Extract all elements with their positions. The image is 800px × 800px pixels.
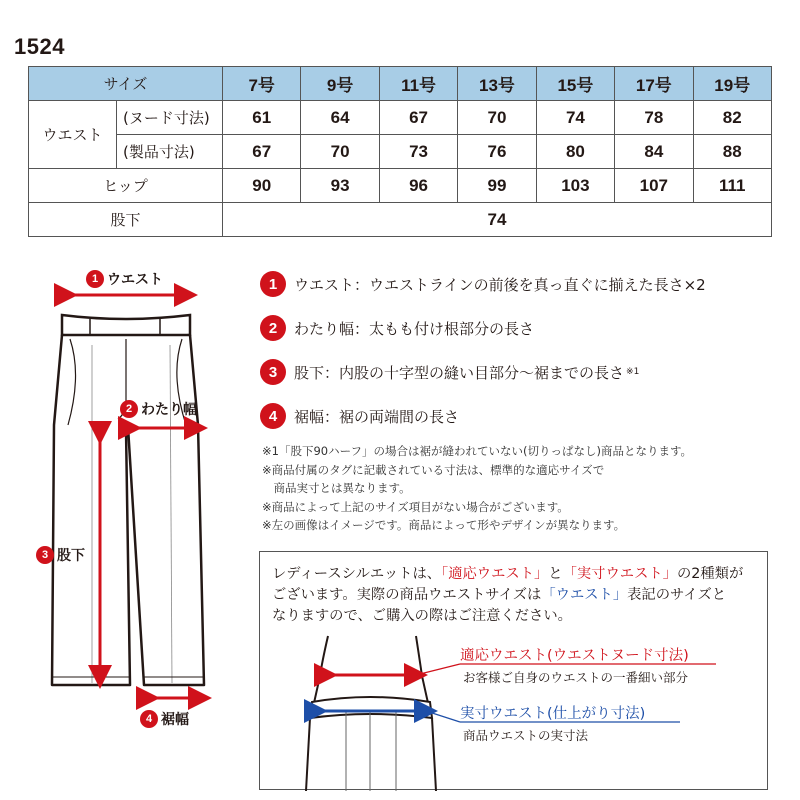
waist-info-box	[259, 551, 768, 790]
actual-waist-label: 実寸ウエスト(仕上がり寸法)	[460, 706, 646, 722]
table-row-waist-product	[29, 135, 772, 169]
note-line: ※商品によって上記のサイズ項目がない場合がございます。	[262, 499, 569, 514]
number-badge: 3	[260, 359, 286, 385]
fit-waist-label: 適応ウエスト(ウエストヌード寸法)	[460, 648, 689, 664]
note-line: ※商品付属のタグに記載されている寸法は、標準的な適応サイズで	[262, 462, 605, 477]
number-badge: 3	[36, 546, 54, 564]
table-cell: 107	[615, 169, 693, 203]
number-badge: 1	[260, 271, 286, 297]
size-col: 9号	[301, 67, 379, 101]
table-cell: 61	[223, 101, 301, 135]
size-col: 17号	[615, 67, 693, 101]
inseam-value: 74	[223, 203, 772, 237]
table-cell: 74	[536, 101, 614, 135]
note-line: 商品実寸とは異なります。	[262, 481, 411, 496]
table-cell: 82	[693, 101, 771, 135]
size-col: 13号	[458, 67, 536, 101]
actual-waist-desc: 商品ウエストの実寸法	[463, 728, 589, 743]
table-row-inseam	[29, 203, 772, 237]
measurement-list	[260, 262, 780, 438]
note-line: ※左の画像はイメージです。商品によって形やデザインが異なります。	[262, 518, 626, 533]
model-number: 1524	[14, 34, 65, 59]
footnote-mark: ※1	[626, 367, 640, 377]
table-cell: 78	[615, 101, 693, 135]
diagram-label-waist: 1 ウエスト	[86, 269, 163, 289]
number-badge: 2	[120, 400, 138, 418]
table-cell: 90	[223, 169, 301, 203]
diagram-label-hem: 4 裾幅	[140, 709, 189, 729]
number-badge: 4	[140, 710, 158, 728]
table-row-waist-nude	[29, 101, 772, 135]
list-item: 4 裾幅 ：裾の両端間の長さ	[260, 394, 780, 438]
diagram-label-inseam: 3 股下	[36, 545, 85, 565]
notes	[262, 442, 782, 535]
size-col: 11号	[379, 67, 457, 101]
size-col: 15号	[536, 67, 614, 101]
number-badge: 4	[260, 403, 286, 429]
size-col: 19号	[693, 67, 771, 101]
table-cell: 111	[693, 169, 771, 203]
table-cell: 67	[223, 135, 301, 169]
fit-waist-desc: お客様ご自身のウエストの一番細い部分	[463, 670, 689, 685]
table-cell: 64	[301, 101, 379, 135]
diagram-label-thigh: 2 わたり幅	[120, 399, 197, 419]
list-item: 1 ウエスト ：ウエストラインの前後を真っ直ぐに揃えた長さ×2	[260, 262, 780, 306]
list-item: 3 股下 ：内股の十字型の縫い目部分～裾までの長さ ※1	[260, 350, 780, 394]
table-cell: 96	[379, 169, 457, 203]
inseam-label: 股下	[29, 203, 223, 237]
nude-label: (ヌード寸法)	[117, 101, 223, 135]
list-item: 2 わたり幅 ：太もも付け根部分の長さ	[260, 306, 780, 350]
size-header-label: サイズ	[29, 67, 223, 101]
table-cell: 88	[693, 135, 771, 169]
waist-label: ウエスト	[29, 101, 117, 169]
pants-diagram	[0, 255, 250, 800]
table-cell: 70	[301, 135, 379, 169]
table-cell: 93	[301, 169, 379, 203]
number-badge: 2	[260, 315, 286, 341]
note-line: ※1「股下90ハーフ」の場合は裾が縫われていない(切りっぱなし)商品となります。	[262, 444, 693, 458]
table-cell: 99	[458, 169, 536, 203]
table-cell: 73	[379, 135, 457, 169]
pants-illustration	[0, 255, 250, 800]
size-table	[28, 66, 772, 237]
table-cell: 84	[615, 135, 693, 169]
size-col: 7号	[223, 67, 301, 101]
number-badge: 1	[86, 270, 104, 288]
table-cell: 80	[536, 135, 614, 169]
table-cell: 76	[458, 135, 536, 169]
table-cell: 103	[536, 169, 614, 203]
hip-label: ヒップ	[29, 169, 223, 203]
info-text: レディースシルエットは、「適応ウエスト」と「実寸ウエスト」の2種類が ございます。実際の商品ウエストサイズは「ウエスト」表記のサイズと なりますので、ご購入の際はご注意ください。	[272, 566, 744, 624]
size-header-row	[29, 67, 772, 101]
product-label: (製品寸法)	[117, 135, 223, 169]
table-row-hip	[29, 169, 772, 203]
table-cell: 70	[458, 101, 536, 135]
table-cell: 67	[379, 101, 457, 135]
